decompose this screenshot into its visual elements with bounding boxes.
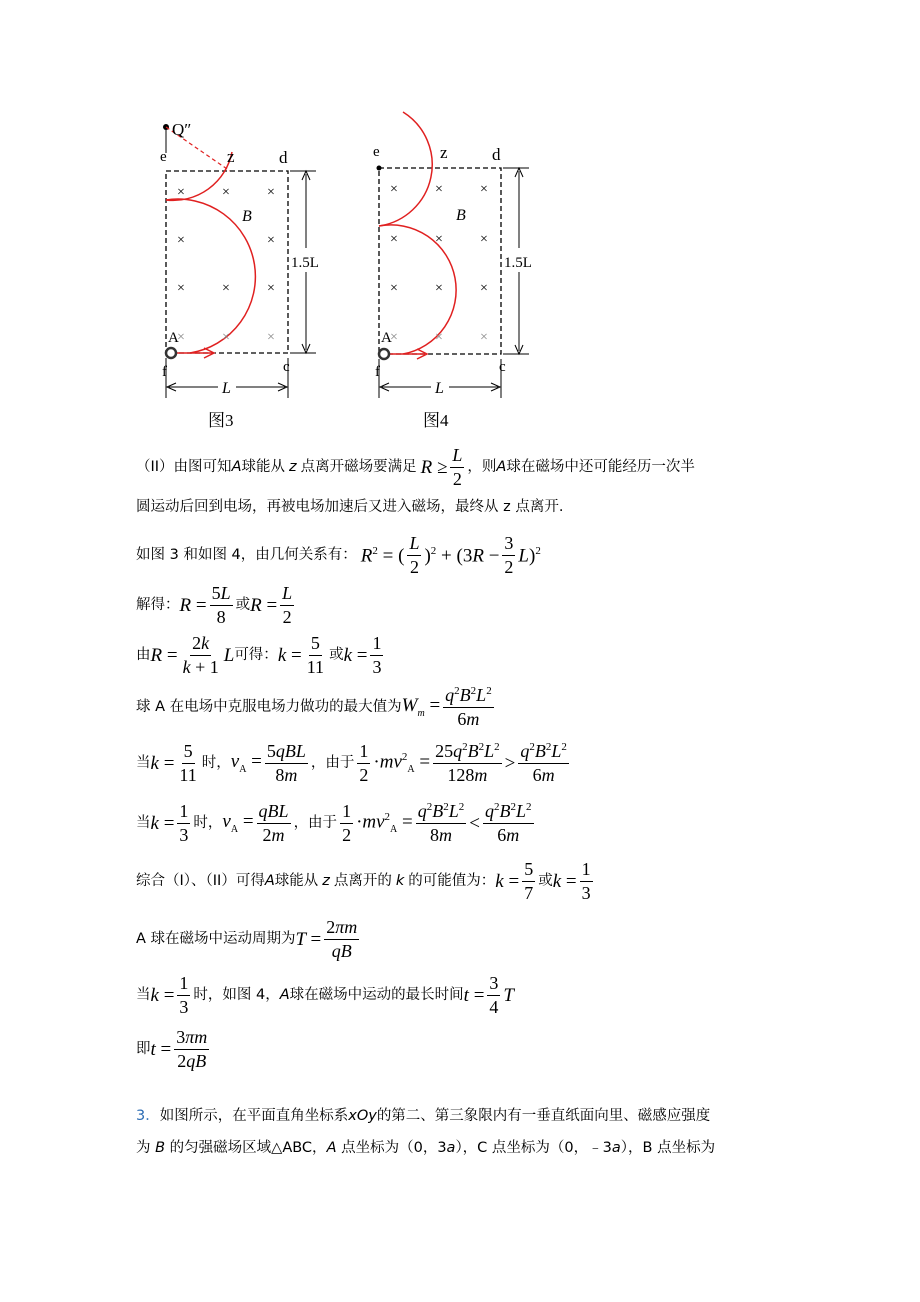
label-a: A xyxy=(168,330,179,346)
geometry-equation-line: 如图 3 和如图 4，由几何关系有： $R^2$ = ( $\frac{L}{2}$ )$^2$ + (3R − $\frac{3}{2}$ L)$^2$ xyxy=(136,533,541,577)
width-label: L xyxy=(435,380,444,397)
svg-text:×: × xyxy=(177,281,185,296)
label-d: d xyxy=(492,145,501,164)
label-e: e xyxy=(160,149,167,165)
svg-text:×: × xyxy=(480,330,488,345)
svg-text:×: × xyxy=(435,281,443,296)
field-crosses xyxy=(390,182,488,345)
max-time-line: 当 k = $\frac{1}{3}$ 时，如图 4， A 球在磁场中运动的最长时间 t = $\frac{3}{4}$ T xyxy=(136,973,514,1017)
conclusion-line: 综合（I）、（II）可得 A 球能从 z 点离开的 k 的可能值为： k = $\frac{5}{7}$ 或 k = $\frac{1}{3}$ xyxy=(136,859,591,903)
field-crosses xyxy=(177,185,275,345)
height-label: 1.5L xyxy=(291,255,319,271)
width-label: L xyxy=(222,380,231,397)
label-b: B xyxy=(242,208,252,225)
solution-line-2: 圆运动后回到电场，再被电场加速后又进入磁场，最终从 z 点离开. xyxy=(136,499,564,515)
label-f: f xyxy=(162,364,167,380)
trajectory xyxy=(379,112,432,226)
label-d: d xyxy=(279,148,288,167)
label-f: f xyxy=(375,364,380,380)
svg-text:×: × xyxy=(267,330,275,345)
svg-text:×: × xyxy=(480,182,488,197)
svg-text:×: × xyxy=(177,233,185,248)
svg-text:×: × xyxy=(267,233,275,248)
caption: 图3 xyxy=(208,411,234,430)
ball-a xyxy=(379,349,389,359)
svg-text:×: × xyxy=(177,185,185,200)
solution-line-1: （II）由图可知 A 球能从 z 点离开磁场要满足 R ≥ $\frac{L}{2}$ ，则 A 球在磁场中还可能经历一次半 xyxy=(136,445,695,489)
label-a: A xyxy=(381,330,392,346)
ball-a xyxy=(166,348,176,358)
svg-text:×: × xyxy=(222,185,230,200)
time-result-line: 即 t = $\frac{3\pi m}{2qB}$ xyxy=(136,1027,208,1071)
svg-text:×: × xyxy=(435,330,443,345)
svg-text:×: × xyxy=(480,232,488,247)
max-work-line: 球 A 在电场中克服电场力做功的最大值为 $W_m$ = $\frac{q^2B^2L^2}{6m}$ xyxy=(136,685,492,729)
svg-text:×: × xyxy=(390,330,398,345)
fraction: $\frac{L}{2}$ xyxy=(452,445,463,489)
label-b: B xyxy=(456,207,466,224)
svg-text:×: × xyxy=(435,232,443,247)
svg-text:×: × xyxy=(222,281,230,296)
label-z: z xyxy=(227,147,235,166)
caption: 图4 xyxy=(423,411,449,430)
svg-text:×: × xyxy=(480,281,488,296)
figure-4 xyxy=(363,108,543,438)
problem-3: 3．如图所示，在平面直角坐标系xOy的第二、第三象限内有一垂直纸面向里、磁感应强度 为 B 的匀强磁场区域△ABC，A 点坐标为（0，3a），C 点坐标为（0，﹣3a），B 点坐标为 xyxy=(136,1108,716,1156)
case-k-5-11-line: 当 k = $\frac{5}{11}$ 时， $v_A$ = $\frac{\text{5qBL}}{8m}$ ，由于 $\frac{1}{2}$ $\cdot mv^2_A$ = $\frac{25q^2B^2L^2}{128m}$ > $\frac{q^2B^2L^2}{6m}$ xyxy=(136,741,567,785)
svg-text:×: × xyxy=(267,185,275,200)
svg-text:×: × xyxy=(435,182,443,197)
label-c: c xyxy=(499,359,506,375)
svg-text:×: × xyxy=(222,330,230,345)
k-values-line: 由 R = $\frac{2k}{k + 1}$ L 可得： k = $\frac{5}{11}$ 或 k = $\frac{1}{3}$ xyxy=(136,633,382,677)
label-c: c xyxy=(283,359,290,375)
height-label: 1.5L xyxy=(504,255,532,271)
problem-number: 3． xyxy=(136,1108,160,1124)
label-z: z xyxy=(440,143,448,162)
svg-text:×: × xyxy=(390,232,398,247)
svg-text:×: × xyxy=(267,281,275,296)
label-q: Q″ xyxy=(172,120,192,139)
solution-result-line: 解得： R = $\frac{5L}{8}$ 或 R = $\frac{L}{2}$ xyxy=(136,583,293,627)
svg-text:×: × xyxy=(177,330,185,345)
case-k-1-3-line: 当 k = $\frac{1}{3}$ 时， $v_A$ = $\frac{\text{qBL}}{2m}$ ，由于 $\frac{1}{2}$ $\cdot mv^2_A$ = $\frac{q^2B^2L^2}{8m}$ < $\frac{q^2B^2L^2}{6m}$ xyxy=(136,801,532,845)
label-e: e xyxy=(373,144,380,160)
svg-text:×: × xyxy=(390,182,398,197)
figure-3 xyxy=(150,108,320,438)
period-line: A 球在磁场中运动周期为 T = $\frac{2\pi m}{qB}$ xyxy=(136,917,358,961)
svg-text:×: × xyxy=(390,281,398,296)
